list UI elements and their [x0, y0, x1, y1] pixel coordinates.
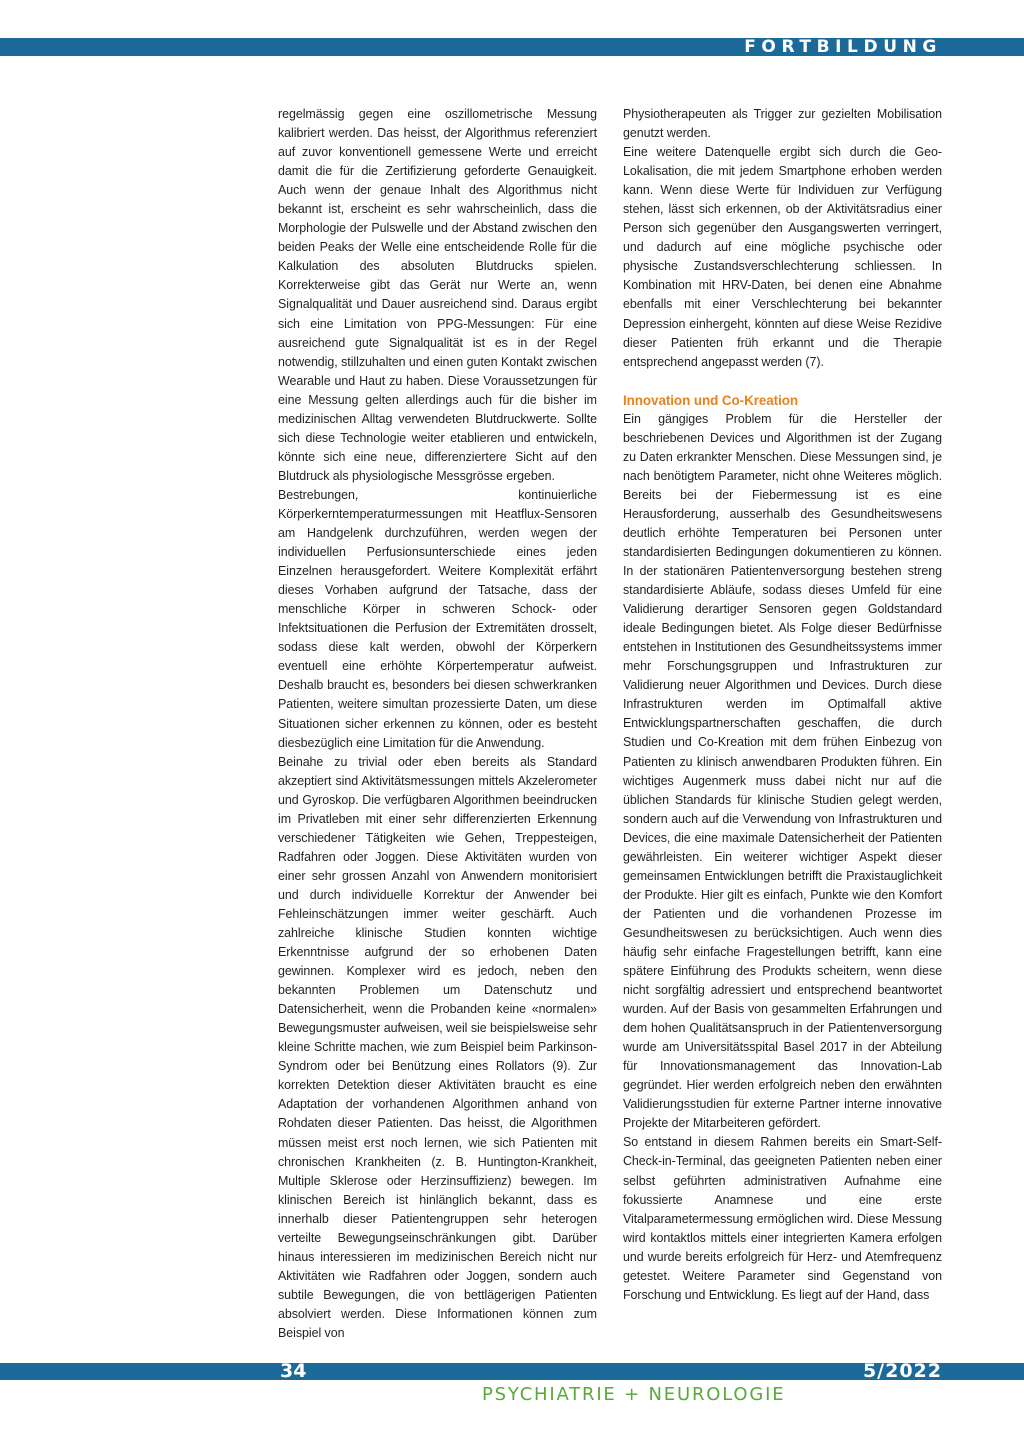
section-heading: Innovation und Co-Kreation [623, 392, 798, 408]
issue-label: 5/2022 [862, 1360, 942, 1382]
paragraph: Bestrebungen, kontinuierliche Körperkerntemperaturmessungen mit Heatflux-Sensoren am Handgelenk durchzuführen, werden wegen der individuellen Perfusionsunterschiede eines jeden Einzelnen herausgefordert. Weitere Komplexität erfährt dieses Vorhaben aufgrund der Tatsache, dass der menschliche Körper in schweren Schock- oder Infektsituationen die Perfusion der Extremitäten drosselt, sodass diese kalt werden, obwohl der Körperkern eventuell eine erhöhte Körpertemperatur aufweist. Deshalb braucht es, besonders bei diesen schwerkranken Patienten, weitere simultan prozessierte Daten, um diese Situationen sicher erkennen zu können, oder es besteht diesbezüglich eine Limitation für die Anwendung. [278, 487, 597, 750]
paragraph: So entstand in diesem Rahmen bereits ein Smart-Self-Check-in-Terminal, das geeigneten Patienten neben einer selbst geführten administrativen Aufnahme eine fokussierte Anamnese und eine erste Vitalparametermessung ermöglichen wird. Diese Messung wird kontaktlos mittels einer integrierten Kamera erfolgen und wurde bereits erfolgreich für Herz- und Atemfrequenz getestet. Weitere Parameter sind Gegenstand von Forschung und Entwicklung. Es liegt auf der Hand, dass [623, 1135, 942, 1302]
page-number: 34 [280, 1360, 307, 1382]
section-label: FORTBILDUNG [744, 37, 942, 57]
paragraph: Ein gängiges Problem für die Hersteller der beschriebenen Devices und Algorithmen ist der Zugang zu Daten erkrankter Menschen. Diese Messungen sind, je nach benötigtem Parameter, nicht ohne Weiteres möglich. Bereits bei der Fiebermessung ist es eine Herausforderung, ausserhalb des Gesundheitswesens deutlich erhöhte Temperaturen bei Personen unter standardisierten Bedingungen dokumentieren zu können. In der stationären Patientenversorgung bestehen streng standardisierte Abläufe, sodass dieses Umfeld für eine Validierung derartiger Sensoren gegen Goldstandard ideale Bedingungen bietet. Als Folge dieser Bedürfnisse entstehen in Institutionen des Gesundheitssystems immer mehr Forschungsgruppen und Infrastrukturen zur Validierung neuer Algorithmen und Devices. Durch diese Infrastrukturen werden im Optimalfall aktive Entwicklungspartnerschaften geschaffen, die durch Studien und Co-Kreation mit dem frühen Einbezug von Patienten zu klinisch anwendbaren Produkten führen. Ein wichtiges Augenmerk muss dabei nicht nur auf die üblichen Standards für klinische Studien gelegt werden, sondern auch auf die Verwendung von Infrastrukturen und Devices, die eine maximale Datensicherheit der Patienten gewährleisten. Ein weiterer wichtiger Aspekt dieser gemeinsamen Entwicklungen betrifft die Praxistauglichkeit der Produkte. Hier gilt es einfach, Punkte wie den Komfort der Patienten und die vorhandenen Prozesse im Gesundheitswesen zu berücksichtigen. Auch wenn dies häufig sehr einfache Fragestellungen betrifft, kann eine spätere Einführung des Produkts scheitern, wenn diese nicht sorgfältig adressiert und entsprechend beantwortet wurden. Auf der Basis von gesammelten Erfahrungen und dem hohen Qualitätsanspruch in der Patientenversorgung wurde am Universitätsspital Basel 2017 in der Abteilung für Innovationsmanagement das Innovation-Lab gegründet. Hier werden erfolgreich neben den erwähnten Validierungsstudien für externe Partner interne innovative Projekte der Mitarbeiteren gefördert. [623, 411, 942, 1131]
paragraph: Physiotherapeuten als Trigger zur gezielten Mobilisation genutzt werden. [623, 107, 942, 141]
paragraph: Beinahe zu trivial oder eben bereits als Standard akzeptiert sind Aktivitätsmessungen mittels Akzelerometer und Gyroskop. Die verfügbaren Algorithmen beeindrucken im Privatleben mit einer sehr differenzierten Erkennung verschiedener Tätigkeiten wie Gehen, Treppesteigen, Radfahren oder Joggen. Diese Aktivitäten wurden von einer sehr grossen Anzahl von Anwendern monitorisiert und durch individuelle Korrektur der Anwender bei Fehleinschätzungen immer weiter geschärft. Auch zahlreiche klinische Studien konnten wichtige Erkenntnisse aufgrund der so erhobenen Daten gewinnen. Komplexer wird es jedoch, neben den bekannten Problemen um Datenschutz und Datensicherheit, wenn die Probanden keine «normalen» Bewegungsmuster aufweisen, weil sie beispielsweise sehr kleine Schritte machen, wie zum Beispiel beim Parkinson-Syndrom oder bei Benützung eines Rollators (9). Zur korrekten Detektion dieser Aktivitäten braucht es eine Adaptation der vorhandenen Algorithmen anhand von Rohdaten dieser Patienten. Das heisst, die Algorithmen müssen meist erst noch lernen, wie sich Patienten mit chronischen Krankheiten (z. B. Huntington-Krankheit, Multiple Sklerose oder Herzinsuffizienz) bewegen. Im klinischen Bereich ist hinlänglich bekannt, dass es innerhalb dieser Patientengruppen sehr heterogen verteilte Bewegungseinschränkungen gibt. Darüber hinaus interessieren im medizinischen Bereich nicht nur Aktivitäten wie Radfahren oder Joggen, sondern auch subtile Bewegungen, die von bettlägerigen Patienten absolviert werden. Diese Informationen können zum Beispiel von [278, 754, 597, 1340]
paragraph: Eine weitere Datenquelle ergibt sich durch die Geo-Lokalisation, die mit jedem Smartphone erhoben werden kann. Wenn diese Werte für Individuen zur Verfügung stehen, lässt sich erkennen, ob der Aktivitätsradius einer Person sich gegenüber den Ausgangswerten verringert, und dadurch auf eine mögliche psychische oder physische Zustandsverschlechterung schliessen. In Kombination mit HRV-Daten, bei denen eine Abnahme ebenfalls mit einer Verschlechterung bei bekannter Depression einhergeht, könnten auf diese Weise Rezidive dieser Patienten früh erkannt und die Therapie entsprechend angepasst werden (7). [623, 145, 942, 369]
journal-title: PSYCHIATRIE + NEUROLOGIE [482, 1384, 786, 1405]
text-column-left [278, 105, 597, 1343]
paragraph: regelmässig gegen eine oszillometrische Messung kalibriert werden. Das heisst, der Algorithmus referenziert auf zuvor konventionell gemessene Werte und erreicht damit die für die Zertifizierung geforderte Genauigkeit. Auch wenn der genaue Inhalt des Algorithmus nicht bekannt ist, erscheint es sehr wahrscheinlich, dass die Morphologie der Pulswelle und der Abstand zwischen den beiden Peaks der Welle eine entscheidende Rolle für die Kalkulation des absoluten Blutdrucks spielen. Korrekterweise gibt das Gerät nur Werte an, wenn Signalqualität und Dauer ausreichend sind. Daraus ergibt sich eine Limitation von PPG-Messungen: Für eine ausreichend gute Signalqualität ist es in der Regel notwendig, stillzuhalten und einen guten Kontakt zwischen Wearable und Haut zu haben. Diese Voraussetzungen für eine Messung gelten allerdings auch für die bisher im medizinischen Alltag verwendeten Blutdruckwerte. Sollte sich diese Technologie weiter etablieren und entwickeln, könnte sich eine neue, differenziertere Sicht auf den Blutdruck als physiologische Messgrösse ergeben. [278, 107, 597, 483]
text-column-right [623, 105, 942, 1305]
